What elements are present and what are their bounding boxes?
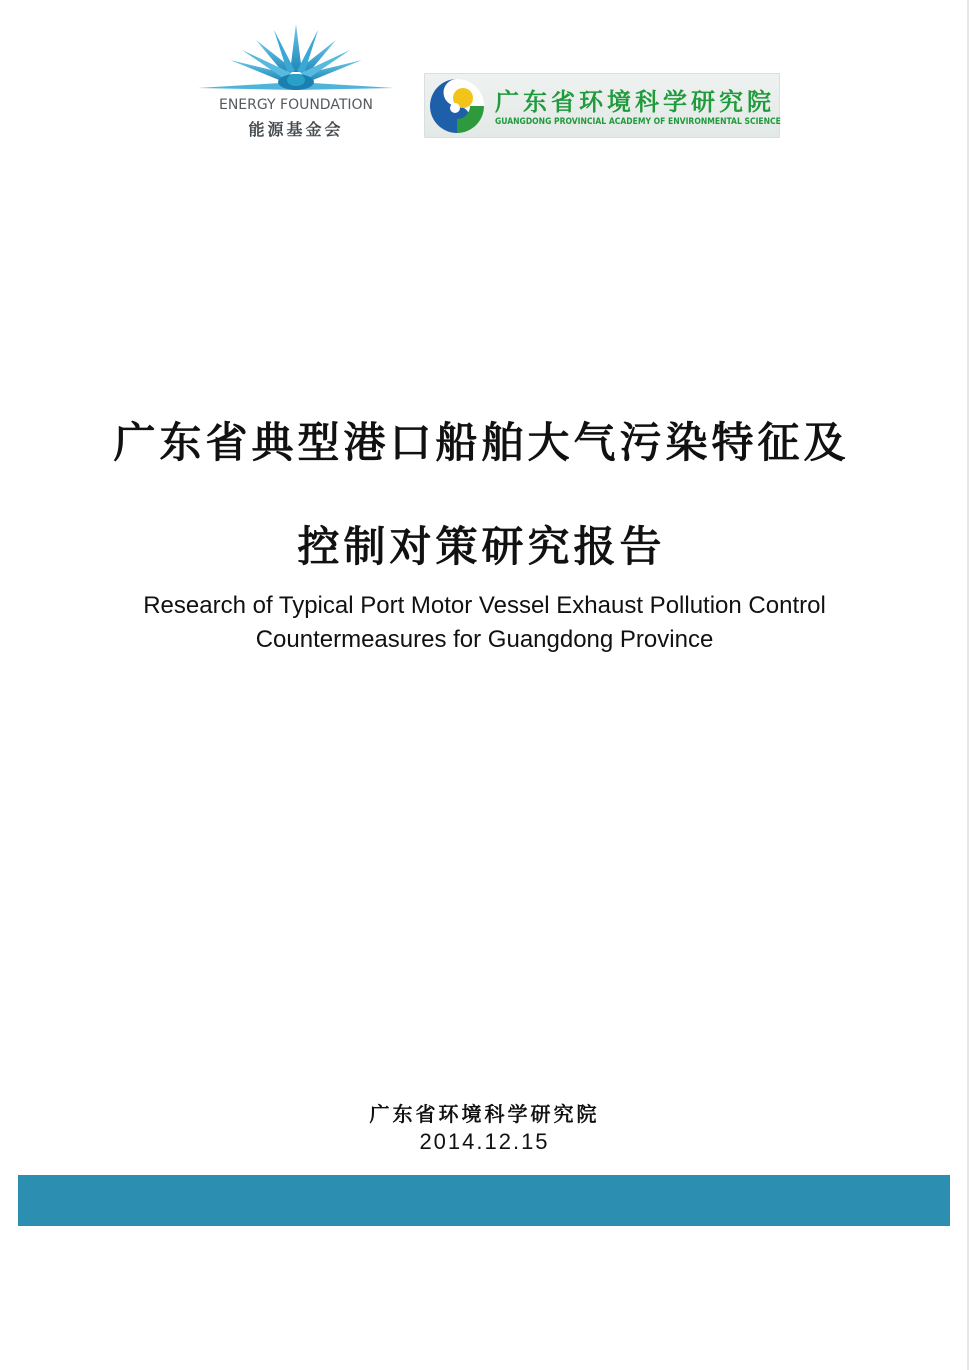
energy-foundation-logo	[196, 22, 396, 142]
report-title-en-line2: Countermeasures for Guangdong Province	[255, 626, 714, 653]
guangdong-academy-name-cn: 广东省环境科学研究院	[495, 88, 775, 116]
report-title-cn-line2: 控制对策研究报告	[297, 522, 666, 571]
report-title-cn-line1: 广东省典型港口船舶大气污染特征及	[113, 418, 850, 467]
energy-foundation-name-en: ENERGY FOUNDATION	[218, 97, 374, 113]
energy-foundation-name-cn: 能源基金会	[248, 120, 344, 139]
guangdong-academy-logo	[424, 73, 780, 138]
footer-color-bar	[18, 1175, 950, 1226]
guangdong-academy-name-en: GUANGDONG PROVINCIAL ACADEMY OF ENVIRONMENTAL SCIENCE	[495, 117, 781, 127]
report-date: 2014.12.15	[419, 1129, 550, 1154]
report-title-en-line1: Research of Typical Port Motor Vessel Exhaust Pollution Control	[143, 592, 826, 619]
yin-yang-emblem-icon	[425, 76, 489, 136]
starburst-icon	[196, 22, 396, 97]
publisher-name: 广东省环境科学研究院	[369, 1102, 600, 1126]
